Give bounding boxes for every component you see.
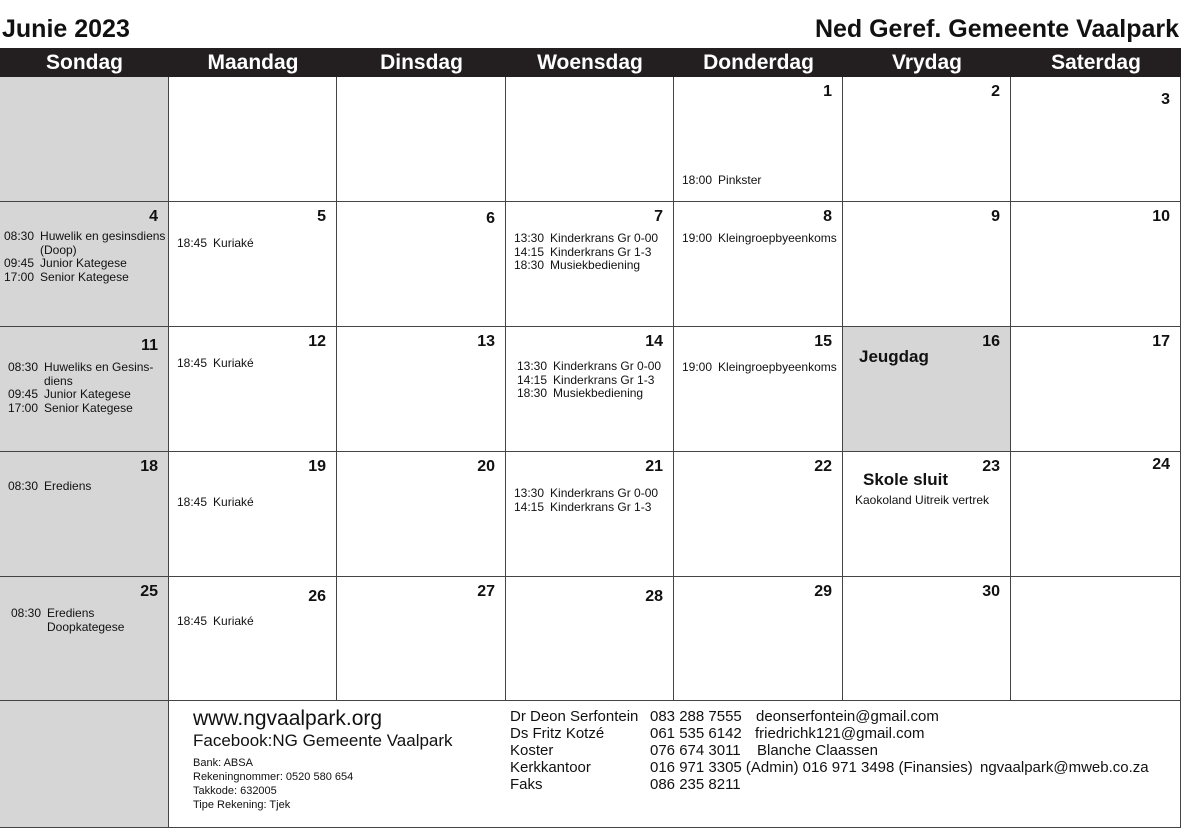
event-time: 18:30: [514, 258, 545, 272]
event-item: [8, 479, 91, 493]
day-number: 21: [645, 458, 663, 475]
day-cell-19: [169, 452, 337, 577]
day-number: 22: [814, 458, 832, 475]
event-item: [682, 173, 761, 187]
event-time: 14:15: [514, 499, 545, 514]
contact-phone: 076 674 3011: [650, 742, 741, 759]
day-cell-10: [1011, 202, 1181, 327]
event-title: Erediens: [47, 606, 95, 620]
contact-name: Kerkkantoor: [510, 759, 591, 776]
event-title: Huweliks en Gesins-: [44, 360, 154, 374]
day-number: 16: [982, 333, 1000, 350]
event-title: (Doop): [40, 242, 77, 257]
day-cell-28: [506, 577, 674, 701]
event-time: 13:30: [514, 486, 545, 500]
day-cell-12: [169, 327, 337, 452]
day-cell-5: [169, 202, 337, 327]
weekday-header: [0, 48, 1181, 77]
event-time: 17:00: [4, 269, 35, 284]
day-number: 30: [982, 583, 1000, 600]
event-title: Kleingroepbyeenkoms: [718, 360, 837, 374]
day-number: 18: [140, 458, 158, 475]
event-time: 08:30: [8, 479, 39, 493]
contact-name: Dr Deon Serfontein: [510, 708, 639, 725]
event-time: 18:45: [177, 495, 208, 509]
website-link[interactable]: www.ngvaalpark.org: [193, 707, 383, 730]
event-item: [8, 360, 153, 374]
event-item: [177, 614, 254, 628]
event-time: 08:30: [8, 360, 39, 374]
day-number: 4: [149, 208, 158, 225]
event-time: 13:30: [514, 231, 545, 245]
contact-email[interactable]: friedrichk121@gmail.com: [755, 725, 925, 742]
contact-phone: 083 288 7555: [650, 708, 742, 725]
day-number: 3: [1161, 91, 1170, 108]
event-time: 18:45: [177, 356, 208, 370]
event-time: 19:00: [682, 231, 713, 245]
weekday-dinsdag: Dinsdag: [380, 51, 463, 74]
day-cell-11: [0, 327, 169, 452]
event-title: Musiekbediening: [550, 258, 641, 272]
event-time: 13:30: [517, 359, 548, 373]
event-title: Kinderkrans Gr 1-3: [553, 372, 655, 387]
bank-line: Tipe Rekening: Tjek: [193, 799, 291, 811]
event-time: 18:30: [517, 386, 548, 400]
event-title: Kinderkrans Gr 1-3: [550, 499, 652, 514]
event-time: 08:30: [11, 606, 42, 620]
event-item: [514, 231, 658, 245]
event-title: Huwelik en gesinsdiens: [40, 229, 166, 243]
contact-phone: 016 971 3305 (Admin) 016 971 3498 (Finansies): [650, 759, 973, 776]
event-item: [177, 236, 254, 250]
day-cell-26: [169, 577, 337, 701]
month-title: Junie 2023: [2, 15, 130, 43]
day-number: 11: [141, 337, 158, 354]
day-number: 5: [317, 208, 326, 225]
event-title: Pinkster: [718, 173, 762, 187]
day-cell-21: [506, 452, 674, 577]
footer-info: [169, 701, 1181, 828]
day-cell: [1011, 577, 1181, 701]
event-title: Junior Kategese: [44, 387, 131, 401]
day-cell-23: [843, 452, 1011, 577]
event-title: Doopkategese: [47, 619, 125, 634]
day-number: 7: [654, 208, 663, 225]
day-number: 10: [1152, 208, 1170, 225]
event-item: [8, 374, 73, 388]
event-item: [177, 495, 254, 509]
event-time: 14:15: [514, 244, 545, 259]
event-title: Kleingroepbyeenkoms: [718, 231, 837, 245]
day-number: 15: [814, 333, 832, 350]
day-number: 1: [823, 83, 832, 100]
weekday-saterdag: Saterdag: [1051, 51, 1141, 74]
day-number: 26: [308, 588, 326, 605]
event-title: Senior Kategese: [44, 400, 133, 415]
event-item: [11, 620, 124, 634]
event-time: 19:00: [682, 360, 713, 374]
contact-name: Ds Fritz Kotzé: [510, 725, 605, 742]
weekday-donderdag: Donderdag: [703, 51, 814, 74]
event-title: Kinderkrans Gr 0-00: [553, 359, 662, 373]
event-item: [8, 401, 133, 415]
event-time: 18:45: [177, 236, 208, 250]
event-time: 18:45: [177, 614, 208, 628]
day-cell-14: [506, 327, 674, 452]
day-number: 8: [823, 208, 832, 225]
day-number: 2: [991, 83, 1000, 100]
event-time: 17:00: [8, 400, 39, 415]
day-number: 19: [308, 458, 326, 475]
weekday-woensdag: Woensdag: [537, 51, 643, 74]
day-number: 6: [486, 210, 495, 227]
day-number: 27: [477, 583, 495, 600]
day-cell: [0, 77, 169, 202]
day-cell-8: [674, 202, 843, 327]
church-title: Ned Geref. Gemeente Vaalpark: [814, 15, 1179, 43]
event-title: Kuriaké: [213, 236, 254, 250]
event-title: Kuriaké: [213, 495, 254, 509]
event-item: [514, 500, 651, 514]
day-number: 29: [814, 583, 832, 600]
event-title: Kuriaké: [213, 356, 254, 370]
event-time: 09:45: [8, 387, 39, 401]
facebook-link[interactable]: Facebook:NG Gemeente Vaalpark: [193, 731, 453, 750]
contact-email[interactable]: ngvaalpark@mweb.co.za: [980, 759, 1149, 776]
weekday-vrydag: Vrydag: [891, 51, 963, 74]
event-item: [514, 486, 658, 500]
weekday-sondag: Sondag: [46, 51, 123, 74]
bank-line: Takkode: 632005: [193, 785, 277, 797]
event-item: [177, 356, 254, 370]
event-item: [4, 229, 165, 243]
event-item: [4, 243, 77, 257]
day-cell-1: [674, 77, 843, 202]
event-note: Kaokoland Uitreik vertrek: [855, 493, 990, 507]
day-cell-7: [506, 202, 674, 327]
day-number: 13: [477, 333, 495, 350]
event-item: [4, 270, 129, 284]
event-title: Kinderkrans Gr 0-00: [550, 486, 659, 500]
day-number: 24: [1152, 456, 1170, 473]
day-cell-22: [674, 452, 843, 577]
event-title: diens: [44, 373, 73, 388]
day-cell-25: [0, 577, 169, 701]
contact-name: Koster: [510, 742, 554, 759]
day-cell-24: [1011, 452, 1181, 577]
event-item: [682, 231, 837, 245]
event-item: [517, 386, 643, 400]
day-cell-30: [843, 577, 1011, 701]
day-cell-27: [337, 577, 506, 701]
event-item: [517, 359, 661, 373]
calendar-grid: [0, 77, 1181, 828]
event-title: Kinderkrans Gr 1-3: [550, 244, 652, 259]
event-item: [8, 387, 131, 401]
day-number: 20: [477, 458, 495, 475]
event-time: 09:45: [4, 256, 35, 270]
event-time: 18:00: [682, 173, 713, 187]
day-number: 9: [991, 208, 1000, 225]
holiday-label: Jeugdag: [859, 347, 929, 366]
day-cell: [337, 77, 506, 202]
day-cell-29: [674, 577, 843, 701]
footer-grey-block: [0, 701, 169, 828]
event-item: [11, 606, 94, 620]
day-cell-2: [843, 77, 1011, 202]
event-title: Kinderkrans Gr 0-00: [550, 231, 659, 245]
event-title: Kuriaké: [213, 614, 254, 628]
day-number: 23: [982, 458, 1000, 475]
day-number: 12: [308, 333, 326, 350]
day-cell: [506, 77, 674, 202]
bank-line: Rekeningnommer: 0520 580 654: [193, 771, 354, 783]
event-title: Junior Kategese: [40, 256, 127, 270]
event-item: [682, 360, 837, 374]
day-number: 14: [645, 333, 663, 350]
event-title: Senior Kategese: [40, 269, 129, 284]
bank-line: Bank: ABSA: [193, 757, 253, 769]
contact-name: Faks: [510, 776, 543, 793]
day-cell: [169, 77, 337, 202]
day-cell-4: [0, 202, 169, 327]
day-cell-17: [1011, 327, 1181, 452]
day-cell-18: [0, 452, 169, 577]
day-cell-9: [843, 202, 1011, 327]
weekday-maandag: Maandag: [207, 51, 299, 74]
event-item: [517, 373, 654, 387]
bank-details: [193, 756, 353, 812]
event-time: 08:30: [4, 229, 35, 243]
event-title: Musiekbediening: [553, 386, 644, 400]
event-item: [514, 245, 651, 259]
contact-phone: 061 535 6142: [650, 725, 742, 742]
contact-person: Blanche Claassen: [757, 742, 878, 759]
day-number: 17: [1152, 333, 1170, 350]
contact-phone: 086 235 8211: [650, 776, 741, 793]
day-cell-13: [337, 327, 506, 452]
day-cell-3: [1011, 77, 1181, 202]
day-cell-15: [674, 327, 843, 452]
event-title: Erediens: [44, 479, 92, 493]
day-number: 25: [140, 583, 158, 600]
event-time: 14:15: [517, 372, 548, 387]
day-cell-16: [843, 327, 1011, 452]
contact-email[interactable]: deonserfontein@gmail.com: [756, 708, 939, 725]
holiday-label: Skole sluit: [863, 470, 949, 489]
day-number: 28: [645, 588, 663, 605]
event-item: [514, 258, 640, 272]
day-cell-20: [337, 452, 506, 577]
event-item: [4, 256, 127, 270]
day-cell-6: [337, 202, 506, 327]
